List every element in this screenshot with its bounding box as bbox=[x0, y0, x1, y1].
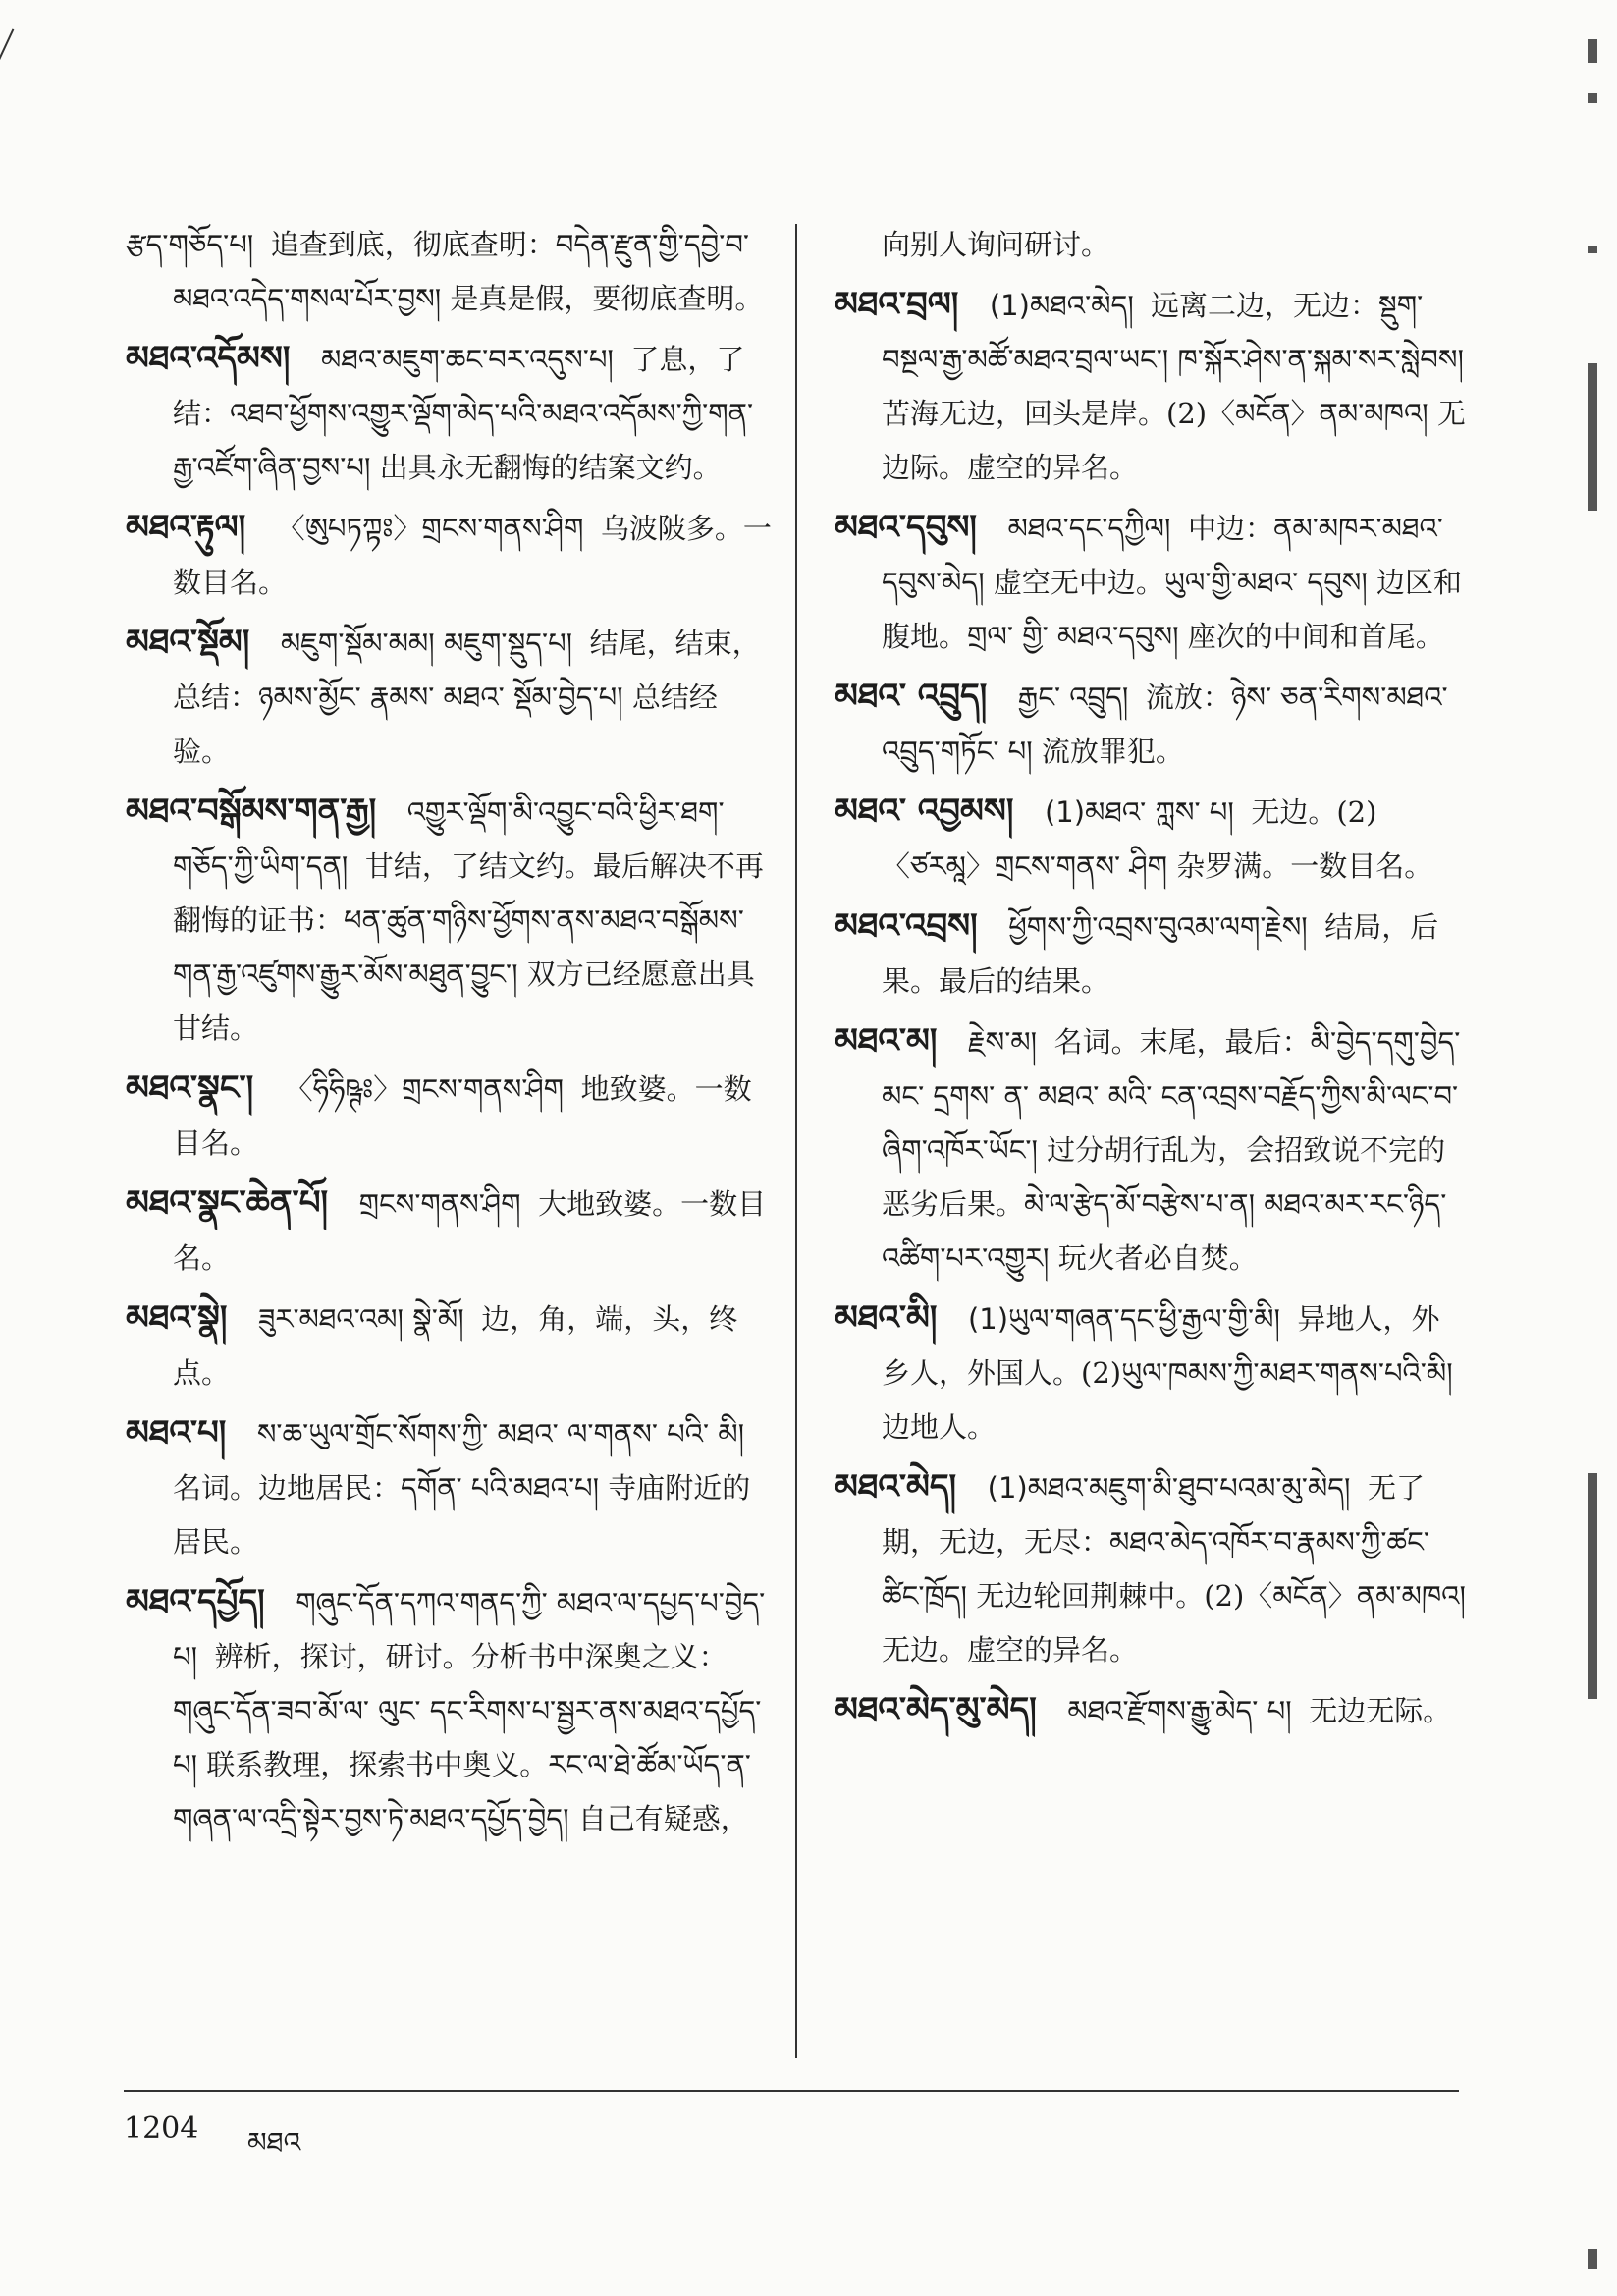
tibetan-gloss: འགྱུར་ལྡོག་མི་འབྱུང་བའི་ཕྱིར་ཐག་གཅོད་ཀྱི་ཡིག་དན། bbox=[173, 795, 725, 883]
tibetan-gloss: ས་ཆ་ཡུལ་གྲོང་སོགས་ཀྱི་ མཐའ་ ལ་གནས་ པའི་ མི། bbox=[256, 1417, 745, 1450]
tibetan-gloss: རྩད་གཅོད་པ། bbox=[126, 228, 254, 261]
margin-mark bbox=[0, 28, 14, 65]
tibetan-gloss: གཞུང་དོན་དཀའ་གནད་ཀྱི་ མཐའ་ལ་དཔྱད་པ་བྱེད་པ། bbox=[173, 1586, 766, 1673]
definition: 中边：ནམ་མཁར་མཐའ་དབུས་མེད། 虚空无中边。ཡུལ་གྱི་མཐའ་ དབུས། 边区和腹地。གྲལ་ གྱི་ མཐའ་དབུས། 座次的中间和首尾。 bbox=[882, 512, 1463, 653]
definition: 向别人询问研讨。 bbox=[882, 228, 1110, 261]
dictionary-entry bbox=[835, 785, 1468, 894]
dictionary-entry bbox=[126, 1406, 774, 1569]
headword: མཐའ་མི། bbox=[835, 1298, 938, 1338]
definition: 大地致婆。一数目名。 bbox=[173, 1187, 767, 1275]
tibetan-gloss: (1)མཐའ་ ཀླས་ པ། bbox=[1044, 795, 1234, 829]
dictionary-entry bbox=[126, 332, 774, 495]
headword: མཐའ་སྣང་། bbox=[126, 1068, 254, 1108]
tibetan-gloss: མཐའ་མཇུག་ཆང་བར་འདུས་པ། bbox=[320, 343, 614, 376]
tibetan-gloss: 〈ཧིཧིཥྚཿ〉གྲངས་གནས་ཤིག bbox=[284, 1072, 565, 1106]
headword: མཐའ་བསྒོམས་གན་རྒྱ། bbox=[126, 792, 377, 831]
headword: མཐའ་རྟུལ། bbox=[126, 508, 246, 547]
tibetan-gloss: མཐའ་རྫོགས་རྒྱུ་མེད་ པ། bbox=[1067, 1694, 1292, 1727]
headword: མཐའ་དབུས། bbox=[835, 508, 977, 547]
tibetan-gloss: (1)མཐའ་མེད། bbox=[989, 289, 1143, 322]
definition: 异地人，外乡人，外国人。(2)ཡུལ་ཁམས་ཀྱི་མཐར་གནས་པའི་མི། 边地人。 bbox=[882, 1302, 1453, 1444]
page-number: 1204 bbox=[124, 2111, 199, 2146]
dictionary-entry bbox=[126, 1062, 774, 1171]
definition: 结局，后果。最后的结果。 bbox=[882, 910, 1439, 998]
dictionary-entry bbox=[835, 1460, 1468, 1677]
tibetan-gloss: ཟུར་མཐའ་འམ། སྣེ་མོ། bbox=[258, 1302, 464, 1336]
definition: 辨析，探讨，研讨。分析书中深奥之义：གཞུང་དོན་ཟབ་མོ་ལ་ ལུང་ དང་རིགས་པ་སྦྱར་ནས་མཐའ་དཔྱོད་པ། 联系教理，探索书中奥义。རང་ལ་ཐེ་ཚོམ་ཡོད་ན་གཞན་ལ་འདྲི་སྟེར་བྱས་ཏེ་མཐའ་དཔྱོད་བྱེད། 自己有疑惑， bbox=[173, 1640, 762, 1835]
headword: མཐའ་མ། bbox=[835, 1021, 938, 1061]
tibetan-gloss: ཕྱོགས་ཀྱི་འབྲས་བུའམ་ལག་རྗེས། bbox=[1008, 910, 1308, 944]
headword: མཐའ་མེད། bbox=[835, 1467, 957, 1506]
dictionary-entry bbox=[126, 1176, 774, 1285]
dictionary-entry bbox=[126, 1291, 774, 1400]
headword: མཐའ་འབྲས། bbox=[835, 906, 978, 946]
dictionary-entry bbox=[835, 670, 1468, 779]
definition: 地致婆。一数目名。 bbox=[173, 1072, 752, 1160]
definition: 名词。边地居民：དགོན་ པའི་མཐའ་པ། 寺庙附近的居民。 bbox=[173, 1471, 751, 1558]
dictionary-entry bbox=[835, 1683, 1468, 1738]
headword: མཐའ་འདོམས། bbox=[126, 339, 291, 378]
dictionary-entry bbox=[835, 218, 1468, 272]
tibetan-gloss: (1)མཐའ་མཇུག་མི་ཐུབ་པའམ་མུ་མེད། bbox=[987, 1471, 1351, 1504]
headword: མཐའ་སྣང་ཆེན་པོ། bbox=[126, 1183, 329, 1223]
headword: མཐའ་བྲལ། bbox=[835, 285, 959, 324]
headword: མཐའ་དཔྱོད། bbox=[126, 1582, 265, 1621]
dictionary-entry bbox=[835, 1014, 1468, 1285]
scan-edge-artifact bbox=[1580, 0, 1605, 2296]
dictionary-entry bbox=[835, 501, 1468, 664]
tibetan-gloss: གྲངས་གནས་ཤིག bbox=[358, 1187, 521, 1221]
definition: 远离二边，无边：སྡུག་བསྔལ་རྒྱ་མཚོ་མཐའ་བྲལ་ཡང་། ཁ་སྐོར་ཤེས་ན་སྐམ་སར་སླེབས། 苦海无边，回头是岸。(2)〈མངོན〉ནམ་མཁའ། 无边际。虚空的异名。 bbox=[882, 289, 1466, 484]
definition: 乌波陂多。一数目名。 bbox=[173, 512, 772, 599]
dictionary-entry bbox=[126, 785, 774, 1056]
definition: 追查到底，彻底查明：བདེན་རྫུན་གྱི་དབྱེ་བ་མཐའ་འདེད་གསལ་པོར་བྱས། 是真是假，要彻底查明。 bbox=[173, 228, 764, 315]
right-column bbox=[835, 218, 1468, 1744]
headword: མཐའ་ འབྱམས། bbox=[835, 792, 1014, 831]
definition: 流放：ཉེས་ ཅན་རིགས་མཐའ་འབྲུད་གཏོང་ པ། 流放罪犯。 bbox=[882, 681, 1448, 768]
tibetan-gloss: རྒྱང་ འབྲུད། bbox=[1017, 681, 1129, 714]
definition: 甘结，了结文约。最后解决不再翻悔的证书：ཕན་ཚུན་གཉིས་ཕྱོགས་ནས་མཐའ་བསྒོམས་གན་རྒྱ་འཛུགས་རྒྱུར་མོས་མཐུན་བྱུང་། 双方已经愿意出具甘结。 bbox=[173, 849, 764, 1045]
definition: 结尾，结束，总结：ཉམས་མྱོང་ རྣམས་ མཐའ་ སྡོམ་བྱེད་པ། 总结经验。 bbox=[173, 627, 761, 768]
headword: མཐའ་སྣེ། bbox=[126, 1298, 228, 1338]
headword: མཐའ་ འབྲུད། bbox=[835, 677, 988, 716]
headword: མཐའ་མེད་མུ་མེད། bbox=[835, 1690, 1037, 1729]
definition: 无边无际。 bbox=[1309, 1694, 1452, 1727]
definition: 边，角，端，头，终点。 bbox=[173, 1302, 738, 1390]
tibetan-gloss: (1)ཡུལ་གཞན་དང་ཕྱི་རྒྱལ་གྱི་མི། bbox=[967, 1302, 1280, 1336]
tibetan-gloss: 〈ཨུཔཏཀྟཿ〉གྲངས་གནས་ཤིག bbox=[276, 512, 584, 545]
tibetan-gloss: མཇུག་སྡོམ་མམ། མཇུག་སྡུད་པ། bbox=[280, 627, 573, 660]
dictionary-entry bbox=[126, 1575, 774, 1846]
dictionary-entry bbox=[835, 278, 1468, 495]
dictionary-entry bbox=[126, 501, 774, 610]
tibetan-gloss: མཐའ་དང་དཀྱིལ། bbox=[1007, 512, 1171, 545]
dictionary-entry bbox=[126, 616, 774, 779]
column-divider bbox=[795, 224, 797, 2058]
headword: མཐའ་སྡོམ། bbox=[126, 623, 250, 662]
running-head: མཐའ bbox=[247, 2126, 301, 2159]
dictionary-entry bbox=[835, 1291, 1468, 1454]
definition: 无边。(2)〈ཙརམཱ〉གྲངས་གནས་ ཤིག 杂罗满。一数目名。 bbox=[882, 795, 1433, 883]
tibetan-gloss: རྗེས་མ། bbox=[967, 1025, 1038, 1059]
dictionary-entry bbox=[835, 900, 1468, 1009]
left-column bbox=[126, 218, 774, 1852]
definition: 了息，了结：འཐབ་ཕྱོགས་འགྱུར་ལྡོག་མེད་པའི་མཐའ་འདོམས་ཀྱི་གན་རྒྱ་འཛོག་ཞིན་བྱས་པ། 出具永无翻悔的结案文约。 bbox=[173, 343, 754, 484]
definition: 名词。末尾，最后：མི་བྱེད་དགུ་བྱེད་ མང་ དྲགས་ ན་ མཐའ་ མའི་ ངན་འབྲས་བརྗོད་ཀྱིས་མི་ལང་བ་ཞིག་འཁོར་ཡོང་། 过分胡行乱为，会招致说不完的恶劣后果。མེ་ལ་རྩེད་མོ་བརྩེས་པ་ན། མཐའ་མར་རང་ཉིད་འཚིག་པར་འགྱུར། 玩火者必自焚。 bbox=[882, 1025, 1461, 1275]
headword: མཐའ་པ། bbox=[126, 1413, 227, 1452]
dictionary-entry bbox=[126, 218, 774, 326]
definition: 无了期，无边，无尽：མཐའ་མེད་འཁོར་བ་རྣམས་ཀྱི་ཚང་ཚིང་ཁྲོད། 无边轮回荆棘中。(2)〈མངོན〉ནམ་མཁའ། 无边。虚空的异名。 bbox=[882, 1471, 1466, 1667]
footer-rule bbox=[124, 2090, 1459, 2092]
